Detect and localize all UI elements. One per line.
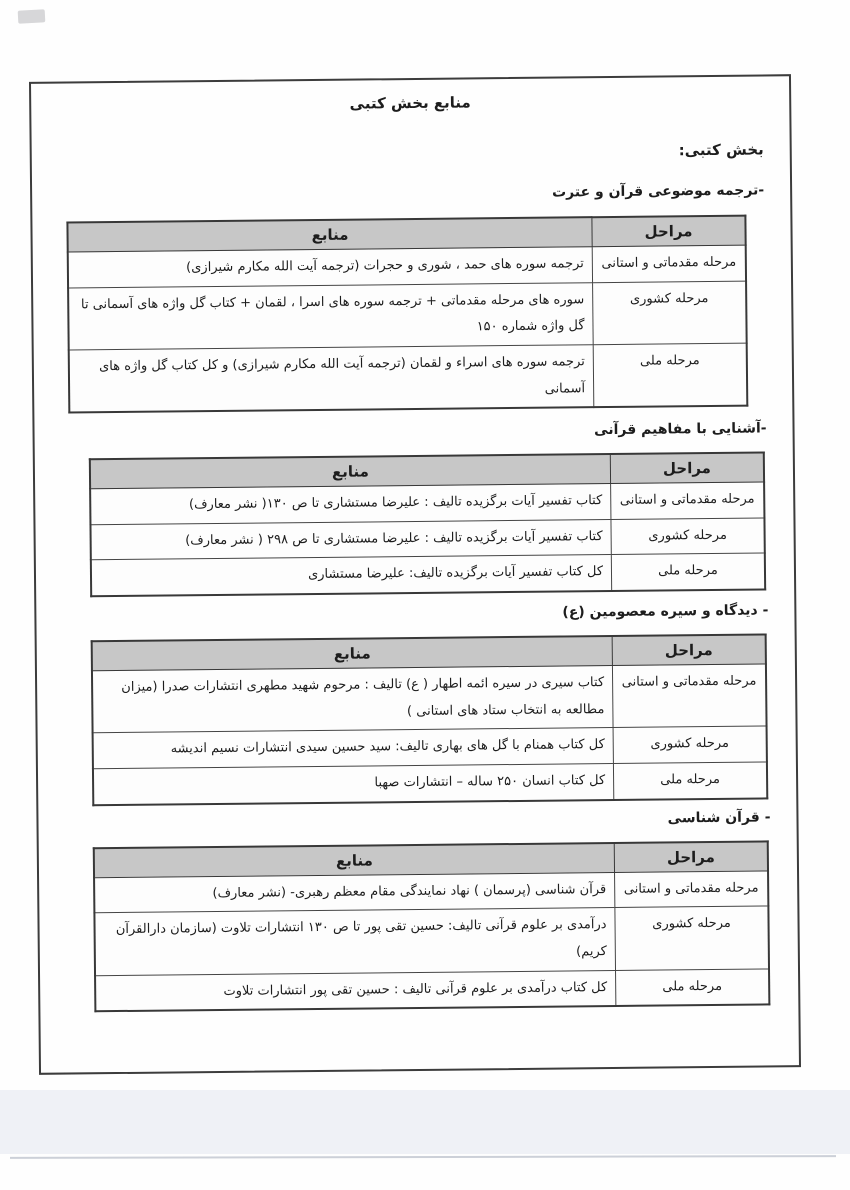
table-quranic-concepts bbox=[89, 452, 766, 598]
stage-cell: مرحله ملی bbox=[613, 762, 767, 800]
table-row bbox=[95, 969, 769, 1012]
source-cell: ترجمه سوره های اسراء و لقمان (ترجمه آیت الله مکارم شیرازی) و کل کتاب گل واژه های آسمانی bbox=[69, 345, 594, 413]
source-cell: سوره های مرحله مقدماتی + ترجمه سوره های اسرا ، لقمان + کتاب گل واژه های آسمانی تا گل واژه شماره ۱۵۰ bbox=[68, 282, 593, 350]
column-header-stages: مراحل bbox=[614, 841, 768, 872]
stage-cell: مرحله مقدماتی و استانی bbox=[612, 664, 766, 728]
column-header-sources: منابع bbox=[92, 636, 613, 671]
stage-cell: مرحله کشوری bbox=[613, 726, 767, 763]
section-heading-quranology: - قرآن شناسی bbox=[667, 809, 771, 827]
section-heading-quranic-concepts: -آشنایی با مفاهیم قرآنی bbox=[594, 420, 767, 439]
source-cell: ترجمه سوره های حمد ، شوری و حجرات (ترجمه آیت الله مکارم شیرازی) bbox=[68, 247, 593, 288]
page-title: منابع بخش کتبی bbox=[349, 93, 471, 113]
table-thematic-translation bbox=[66, 215, 748, 414]
source-cell: کتاب سیری در سیره ائمه اطهار ( ع) تالیف : مرحوم شهید مطهری انتشارات صدرا (میزان مطالعه به انتخاب ستاد های استانی ) bbox=[92, 666, 613, 734]
stage-cell: مرحله مقدماتی و استانی bbox=[615, 871, 769, 908]
column-header-stages: مراحل bbox=[612, 635, 766, 666]
scan-smudge-mark bbox=[18, 9, 46, 23]
source-cell: کل کتاب تفسیر آیات برگزیده تالیف: علیرضا مستشاری bbox=[91, 555, 612, 596]
stage-cell: مرحله مقدماتی و استانی bbox=[592, 245, 746, 282]
table-row bbox=[91, 553, 765, 596]
table-masumin-viewpoint bbox=[91, 634, 769, 806]
stage-cell: مرحله مقدماتی و استانی bbox=[611, 482, 765, 519]
table-row bbox=[94, 906, 769, 975]
source-cell: کتاب تفسیر آیات برگزیده تالیف : علیرضا مستشاری تا ص ۱۳۰( نشر معارف) bbox=[90, 484, 611, 525]
source-cell: کل کتاب انسان ۲۵۰ ساله – انتشارات صهبا bbox=[93, 764, 614, 805]
column-header-sources: منابع bbox=[67, 217, 592, 252]
document-frame bbox=[29, 74, 801, 1075]
intro-label: بخش کتبی: bbox=[678, 140, 764, 160]
table-quranology bbox=[93, 840, 771, 1012]
column-header-stages: مراحل bbox=[610, 453, 764, 484]
source-cell: کل کتاب درآمدی بر علوم قرآنی تالیف : حسین تقی پور انتشارات تلاوت bbox=[95, 970, 616, 1011]
stage-cell: مرحله ملی bbox=[611, 553, 765, 591]
table-row bbox=[92, 664, 767, 733]
source-cell: قرآن شناسی (پرسمان ) نهاد نمایندگی مقام معظم رهبری- (نشر معارف) bbox=[94, 872, 615, 913]
section-heading-masumin-viewpoint: - دیدگاه و سیره معصومین (ع) bbox=[562, 602, 769, 621]
scan-edge-line bbox=[10, 1155, 836, 1159]
table-row bbox=[68, 281, 747, 350]
source-cell: کل کتاب همنام با گل های بهاری تالیف: سید حسین سیدی انتشارات نسیم اندیشه bbox=[93, 728, 614, 769]
stage-cell: مرحله کشوری bbox=[611, 518, 765, 555]
table-row bbox=[69, 343, 748, 413]
source-cell: درآمدی بر علوم قرآنی تالیف: حسین تقی پور تا ص ۱۳۰ انتشارات تلاوت (سازمان دارالقرآن کریم) bbox=[94, 908, 615, 976]
stage-cell: مرحله ملی bbox=[593, 343, 747, 407]
stage-cell: مرحله ملی bbox=[616, 969, 770, 1007]
column-header-sources: منابع bbox=[94, 843, 615, 878]
scan-edge-band bbox=[0, 1090, 850, 1154]
source-cell: کتاب تفسیر آیات برگزیده تالیف : علیرضا مستشاری تا ص ۲۹۸ ( نشر معارف) bbox=[90, 519, 611, 560]
stage-cell: مرحله کشوری bbox=[615, 906, 769, 970]
section-heading-thematic-translation: -ترجمه موضوعی قرآن و عترت bbox=[551, 182, 765, 201]
column-header-sources: منابع bbox=[90, 454, 611, 489]
stage-cell: مرحله کشوری bbox=[593, 281, 747, 345]
table-row bbox=[93, 762, 767, 805]
column-header-stages: مراحل bbox=[592, 216, 746, 247]
